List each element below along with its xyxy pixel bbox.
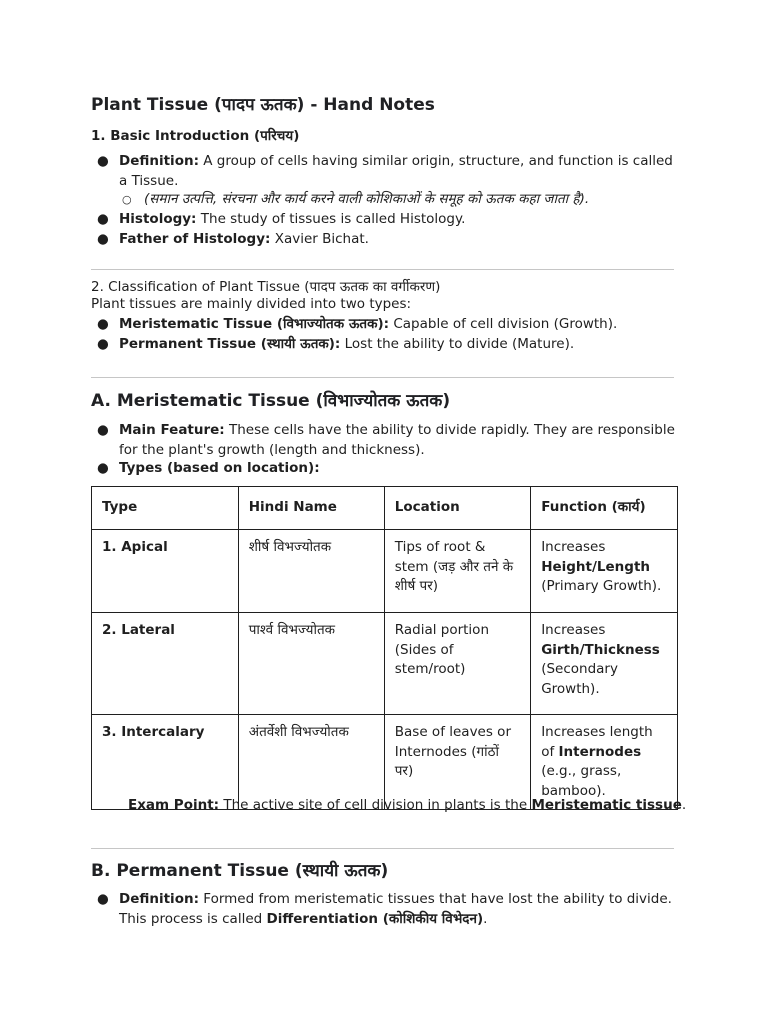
types-item [119,459,679,479]
hindi-note: (समान उत्पत्ति, संरचना और कार्य करने वाली कोशिकाओं के समूह को ऊतक कहा जाता है). [144,191,590,207]
cell-type: 1. Apical [92,530,239,613]
histology-label: Histology: [119,211,197,227]
permanent-text: Lost the ability to divide (Mature). [344,336,575,352]
section-b-heading: B. Permanent Tissue (स्थायी ऊतक) [91,861,389,881]
father-item [119,230,679,250]
bullet-icon: ● [97,422,109,438]
permanent-definition-label: Definition: [119,891,199,907]
main-feature-text: These cells have the ability to divide rapidly. They are responsible for the plant's growth (length and thickness). [119,422,675,458]
cell-hindi: पार्श्व विभज्योतक [238,613,384,715]
meristematic-label: Meristematic Tissue (विभाज्योतक ऊतक): [119,316,390,332]
main-feature-label: Main Feature: [119,422,225,438]
bullet-icon: ● [97,231,109,247]
header-hindi-name: Hindi Name [238,487,384,530]
definition-item [119,152,679,191]
cell-location: Radial portion (Sides of stem/root) [384,613,530,715]
exam-point: Exam Point: The active site of cell division in plants is the Meristematic tissue. [128,797,687,813]
main-feature-item [119,421,679,460]
father-text: Xavier Bichat. [274,231,369,247]
header-type: Type [92,487,239,530]
hollow-bullet-icon: ○ [122,193,132,206]
types-label: Types (based on location): [119,460,320,476]
definition-text: A group of cells having similar origin, structure, and function is called a Tissue. [119,153,673,189]
bullet-icon: ● [97,211,109,227]
permanent-label: Permanent Tissue (स्थायी ऊतक): [119,336,341,352]
meristematic-text: Capable of cell division (Growth). [393,316,618,332]
cell-type: 2. Lateral [92,613,239,715]
table-row [92,530,678,613]
cell-location: Base of leaves or Internodes (गांठों पर) [384,715,530,810]
cell-hindi: अंतर्वेशी विभज्योतक [238,715,384,810]
header-function: Function (कार्य) [531,487,678,530]
divider [91,848,674,849]
cell-hindi: शीर्ष विभज्योतक [238,530,384,613]
section-a-heading: A. Meristematic Tissue (विभाज्योतक ऊतक) [91,391,451,411]
header-location: Location [384,487,530,530]
section2-heading: 2. Classification of Plant Tissue (पादप ऊतक का वर्गीकरण) [91,279,441,295]
cell-type: 3. Intercalary [92,715,239,810]
table-header-row [92,487,678,530]
bullet-icon: ● [97,460,109,476]
meristematic-item [119,315,679,335]
cell-function: Increases Height/Length (Primary Growth). [531,530,678,613]
section2-intro: Plant tissues are mainly divided into two types: [91,296,412,312]
divider [91,269,674,270]
father-label: Father of Histology: [119,231,271,247]
table-row [92,613,678,715]
histology-item [119,210,679,230]
divider [91,377,674,378]
cell-location: Tips of root & stem (जड़ और तने के शीर्ष पर) [384,530,530,613]
exam-point-label: Exam Point: [128,797,220,813]
bullet-icon: ● [97,316,109,332]
cell-function: Increases Girth/Thickness (Secondary Growth). [531,613,678,715]
bullet-icon: ● [97,891,109,907]
table-row [92,715,678,810]
definition-label: Definition: [119,153,199,169]
bullet-icon: ● [97,336,109,352]
cell-function: Increases length of Internodes (e.g., grass, bamboo). [531,715,678,810]
histology-text: The study of tissues is called Histology. [200,211,466,227]
meristem-types-table [91,486,678,810]
page-title: Plant Tissue (पादप ऊतक) - Hand Notes [91,95,435,115]
permanent-definition-item: Definition: Formed from meristematic tissues that have lost the ability to divide. This process is called Differentiation (कोशिकीय विभेदन). [119,891,672,927]
section1-heading: 1. Basic Introduction (परिचय) [91,128,300,144]
bullet-icon: ● [97,153,109,169]
permanent-item [119,335,679,355]
